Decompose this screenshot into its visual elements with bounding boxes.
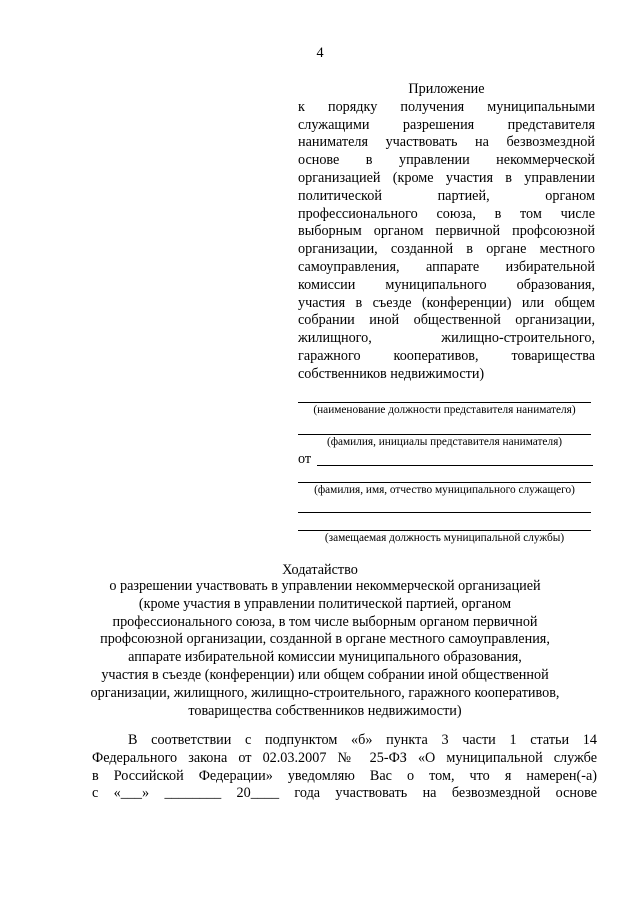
appendix-line: к порядку получения муниципальными <box>298 98 595 115</box>
petition-subtitle-line: участия в съезде (конференции) или общем собрании иной общественной <box>101 666 549 683</box>
petition-subtitle-line: профсоюзной организации, созданной в органе местного самоуправления, <box>100 631 550 648</box>
petition-subtitle-line: о разрешении участвовать в управлении некоммерческой организацией <box>109 578 541 594</box>
employee-caption: (фамилия, имя, отчество муниципального служащего) <box>314 484 575 496</box>
appendix-line: нанимателя участвовать на безвозмездной <box>298 134 595 151</box>
appendix-line: комиссии муниципального образования, <box>298 276 595 293</box>
body-line: с «___» ________ 20____ года участвовать на безвозмездной основе <box>92 785 597 802</box>
employee-position-fill-line-1[interactable] <box>298 512 591 513</box>
petition-subtitle-line: (кроме участия в управлении политической партией, органом <box>138 595 512 612</box>
page-number: 4 <box>316 45 324 61</box>
from-row <box>298 451 595 467</box>
employee-fill-line[interactable] <box>298 482 591 483</box>
employee-position-caption: (замещаемая должность муниципальной службы) <box>324 532 565 544</box>
petition-subtitle <box>60 578 590 720</box>
from-label: от <box>298 451 312 467</box>
petition-subtitle-line: профессионального союза, в том числе выборным органом первичной <box>112 613 538 630</box>
body-line: В соответствии с подпунктом «б» пункта 3 части 1 статьи 14 <box>128 732 597 748</box>
appendix-line: собственников недвижимости) <box>298 365 485 382</box>
appendix-line: самоуправления, аппарате избирательной <box>298 258 595 275</box>
appendix-header <box>298 81 595 384</box>
appendix-line: профессионального союза, в том числе <box>298 205 595 222</box>
appendix-line: собрании иной общественной организации, <box>298 312 595 329</box>
appendix-line: жилищного, жилищно-строительного, <box>298 330 595 347</box>
appendix-line: организации, созданной в органе местного <box>298 241 595 258</box>
appendix-line: служащими разрешения представителя <box>298 116 595 133</box>
petition-title: Ходатайство <box>282 562 358 578</box>
employee-position-fill-line-2[interactable] <box>298 530 591 531</box>
petition-subtitle-line: организации, жилищного, жилищно-строительного, гаражного кооперативов, <box>90 684 560 701</box>
appendix-line: политической партией, органом <box>298 187 595 204</box>
position-fill-line[interactable] <box>298 402 591 403</box>
appendix-line: гаражного кооперативов, товарищества <box>298 347 595 364</box>
body-line: Федерального закона от 02.03.2007 № 25-ФЗ «О муниципальной службе <box>92 749 597 766</box>
from-fill-line[interactable] <box>317 465 593 466</box>
name-caption: (фамилия, инициалы представителя нанимателя) <box>326 436 563 448</box>
appendix-line: выборным органом первичной профсоюзной <box>298 223 595 240</box>
petition-body <box>92 732 597 803</box>
name-fill-line[interactable] <box>298 434 591 435</box>
petition-subtitle-line: товарищества собственников недвижимости) <box>188 702 462 719</box>
appendix-line: участия в съезде (конференции) или общем <box>298 294 595 311</box>
position-caption: (наименование должности представителя нанимателя) <box>313 404 576 416</box>
appendix-line: организацией (кроме участия в управлении <box>298 169 595 186</box>
appendix-title: Приложение <box>408 81 485 97</box>
appendix-line: основе в управлении некоммерческой <box>298 152 595 169</box>
body-line: в Российской Федерации» уведомляю Вас о том, что я намерен(-а) <box>92 767 597 784</box>
petition-subtitle-line: аппарате избирательной комиссии муниципального образования, <box>128 649 522 666</box>
